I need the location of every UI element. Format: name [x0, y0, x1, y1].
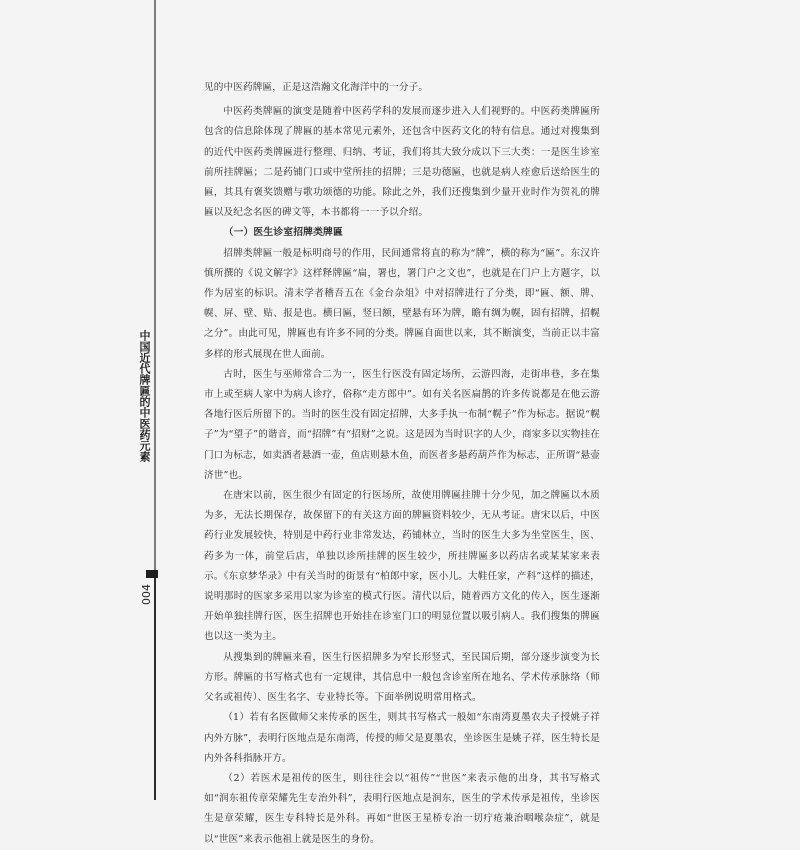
paragraph: 古时，医生与巫师常合二为一，医生行医没有固定场所，云游四海，走街串巷，多在集市上或至病人家中为病人诊疗，俗称“走方郎中”。如有关名医扁鹊的许多传说都是在他云游各地行医后所留下的。当时的医生没有固定招牌，大多手执一布制“幌子”作为标志。据说“幌子”为“望子”的谐音，而“招牌”有“招财”之说。这是因为当时识字的人少，商家多以实物挂在门口为标志，如卖酒者悬酒一壶，鱼店则悬木鱼，而医者多悬药葫芦作为标志，正所谓“悬壶济世”也。: [204, 368, 600, 481]
paragraph-list-item: （1）若有名医做师父来传承的医生，则其书写格式一般如“东南湾夏墨农夫子授姚子祥内外方脉”，表明行医地点是东南湾，传授的师父是夏墨农，坐诊医生是姚子祥，医生特长是内外各科指脉开方。: [204, 712, 600, 764]
body-text: [204, 78, 600, 850]
paragraph: 从搜集到的牌匾来看，医生行医招牌多为窄长形竖式，至民国后期，部分逐步演变为长方形。牌匾的书写格式也有一定规律，其信息中一般包含诊室所在地名、学术传承脉络（师父名或祖传）、医生名字、专业特长等。下面举例说明常用格式。: [204, 651, 600, 704]
paragraph: 中医药类牌匾的演变是随着中医药学科的发展而逐步进入人们视野的。中医药类牌匾所包含的信息除体现了牌匾的基本常见元素外，还包含中医药文化的特有信息。通过对搜集到的近代中医药类牌匾进行整理、归纳、考证，我们将其大致分成以下三大类：一是医生诊室前所挂牌匾；二是药铺门口或中堂所挂的招牌；三是功德匾，也就是病人痊愈后送给医生的匾，其具有褒奖馈赠与歌功颂德的功能。除此之外，我们还搜集到少量开业时作为贺礼的牌匾以及纪念名医的碑文等，本书都将一一予以介绍。: [204, 106, 600, 219]
margin-rule-upper: [154, 0, 156, 570]
margin-rule-lower: [154, 578, 156, 800]
section-heading: （一）医生诊室招牌类牌匾: [223, 227, 343, 239]
paragraph: 招牌类牌匾一般是标明商号的作用，民间通常将直的称为“牌”，横的称为“匾”。东汉许慎所撰的《说文解字》这样释牌匾“扁，署也，署门户之文也”，也就是在门户上方题字，以作为居室的标识。清末学者稽吾五在《金台杂俎》中对招牌进行了分类，即“匾、额、牌、幌、屏、壁、贴、报是也。横曰匾，竖曰额，壁悬有环为牌，瞻有绸为幌，固有招牌，招幌之分”。由此可见，牌匾也有许多不同的分类。牌匾自面世以来，其不断演变，当前正以丰富多样的形式展现在世人面前。: [204, 247, 600, 360]
margin-rule-tick: [146, 570, 158, 578]
paragraph: 在唐宋以前，医生很少有固定的行医场所，故使用牌匾挂牌十分少见，加之牌匾以木质为多，无法长期保存，故保留下的有关这方面的牌匾资料较少，无从考证。唐宋以后，中医药行业发展较快，特别是中药行业非常发达，药铺林立，当时的医生大多为坐堂医生，医、药多为一体，前堂后店，单独以诊所挂牌的医生较少，所挂牌匾多以药店名或某某家来表示。《东京梦华录》中有关当时的街景有“柏郎中家，医小儿。大鞋任家，产科”这样的描述，说明那时的医家多采用以家为诊室的模式行医。清代以后，随着西方文化的传入，医生逐渐开始单独挂牌行医，医生招牌也开始挂在诊室门口的明显位置以吸引病人。我们搜集的牌匾也以这一类为主。: [204, 490, 600, 643]
running-title: 中国近代牌匾的中医药元素: [138, 330, 151, 462]
paragraph-continuation: 见的中医药牌匾，正是这浩瀚文化海洋中的一分子。: [204, 82, 429, 93]
page-number: 004: [140, 584, 153, 605]
paragraph-list-item: （2）若医术是祖传的医生，则往往会以“祖传”“世医”来表示他的出身，其书写格式如“润东祖传章荣耀先生专治外科”，表明行医地点是润东，医生的学术传承是祖传，坐诊医生是章荣耀，医生专科特长是外科。再如“世医王星桥专治一切疔疮兼治咽喉杂症”，就是以“世医”来表示他祖上就是医生的身份。: [204, 772, 600, 845]
